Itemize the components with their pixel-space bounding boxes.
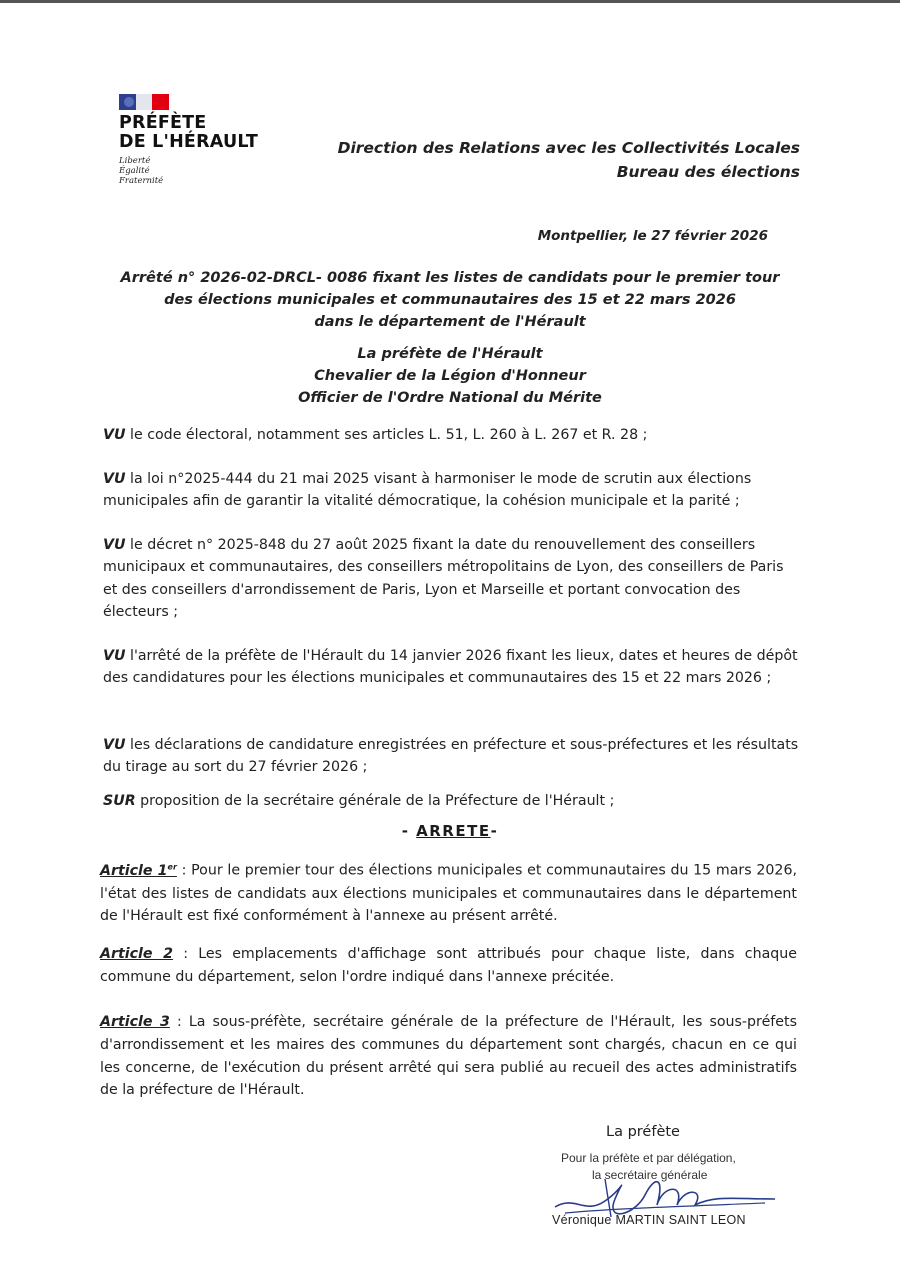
keyword-vu: VU <box>103 737 126 753</box>
article-2 <box>100 943 797 989</box>
keyword-vu: VU <box>103 537 126 553</box>
consideration-5 <box>103 734 800 779</box>
article-text: : Pour le premier tour des élections municipales et communautaires du 15 mars 2026, l'état des listes de candidats aux élections municipales et communautaires dans le département de l'Hérault est fixé conformément à l'annexe au présent arrêté. <box>100 862 797 925</box>
department-heading <box>338 136 800 184</box>
decree-heading <box>0 822 900 840</box>
keyword-vu: VU <box>103 427 126 443</box>
article-1 <box>100 856 797 928</box>
title-line-1: Arrêté n° 2026-02-DRCL- 0086 fixant les listes de candidats pour le premier tour <box>120 270 780 286</box>
document-date: Montpellier, le 27 février 2026 <box>537 228 768 244</box>
consideration-text: le code électoral, notamment ses articles L. 51, L. 260 à L. 267 et R. 28 ; <box>125 427 648 443</box>
motto-liberte: Liberté <box>119 156 151 166</box>
title-line-2: des élections municipales et communautaires des 15 et 22 mars 2026 <box>164 292 736 308</box>
signatory-name: Véronique MARTIN SAINT LEON <box>552 1213 746 1227</box>
article-superscript: er <box>167 862 177 871</box>
consideration-6 <box>103 790 800 812</box>
consideration-1 <box>103 424 800 446</box>
keyword-sur: SUR <box>103 793 136 809</box>
motto-egalite: Égalité <box>119 166 150 176</box>
prefecture-logo <box>119 94 269 186</box>
decree-word: ARRETE <box>416 822 491 840</box>
article-label <box>100 863 177 879</box>
article-label: Article 2 <box>100 946 174 962</box>
consideration-text: l'arrêté de la préfète de l'Hérault du 14 janvier 2026 fixant les lieux, dates et heures de dépôt des candidatures pour les élections municipales et communautaires des 15 et 22 mars 2026 ; <box>103 648 798 687</box>
org-name-line2: DE L'HÉRAULT <box>119 132 258 152</box>
issuing-authority <box>100 343 800 409</box>
title-line-3: dans le département de l'Hérault <box>314 314 586 330</box>
delegation-stamp: Pour la préfète et par délégation, <box>561 1151 736 1165</box>
authority-line-3: Officier de l'Ordre National du Mérite <box>298 390 602 406</box>
keyword-vu: VU <box>103 471 126 487</box>
consideration-text: proposition de la secrétaire générale de la Préfecture de l'Hérault ; <box>135 793 615 809</box>
bureau-name: Bureau des élections <box>616 163 800 181</box>
article-3 <box>100 1011 797 1102</box>
article-label: Article 3 <box>100 1014 170 1030</box>
motto-fraternite: Fraternité <box>119 176 164 186</box>
authority-line-2: Chevalier de la Légion d'Honneur <box>314 368 586 384</box>
authority-line-1: La préfète de l'Hérault <box>357 346 543 362</box>
article-text: : La sous-préfète, secrétaire générale de la préfecture de l'Hérault, les sous-préfets d'arrondissement et les maires des communes du département sont chargés, chacun en ce qui les concerne, de l'exécution du présent arrêté qui sera publié au recueil des actes administratifs de la préfecture de l'Hérault. <box>100 1014 797 1099</box>
decree-suffix: - <box>490 822 499 840</box>
consideration-4 <box>103 645 800 690</box>
republic-motto <box>119 156 269 186</box>
direction-name: Direction des Relations avec les Collectivités Locales <box>337 139 800 157</box>
decree-title <box>100 267 800 333</box>
article-number: Article 1 <box>100 862 168 879</box>
consideration-3 <box>103 534 800 623</box>
consideration-text: le décret n° 2025-848 du 27 août 2025 fixant la date du renouvellement des conseillers municipaux et communautaires, des conseillers métropolitains de Lyon, des conseillers de Paris et des conseillers d'arrondissement de Paris, Lyon et Marseille et portant convocation des électeurs ; <box>103 537 784 620</box>
signatory-role: la secrétaire générale <box>592 1168 708 1182</box>
marianne-flag-icon <box>119 94 169 110</box>
consideration-2 <box>103 468 800 513</box>
decree-prefix: - <box>401 822 417 840</box>
org-name-line1: PRÉFÈTE <box>119 113 207 133</box>
consideration-text: les déclarations de candidature enregistrées en préfecture et sous-préfectures et les résultats du tirage au sort du 27 février 2026 ; <box>103 737 799 776</box>
keyword-vu: VU <box>103 648 126 664</box>
scan-edge-line <box>0 0 900 3</box>
consideration-text: la loi n°2025-444 du 21 mai 2025 visant à harmoniser le mode de scrutin aux élections municipales afin de garantir la vitalité démocratique, la cohésion municipale et la parité ; <box>103 471 752 510</box>
signatory-title: La préfète <box>606 1124 680 1140</box>
article-text: : Les emplacements d'affichage sont attribués pour chaque liste, dans chaque commune du département, selon l'ordre indiqué dans l'annexe précitée. <box>100 946 797 985</box>
